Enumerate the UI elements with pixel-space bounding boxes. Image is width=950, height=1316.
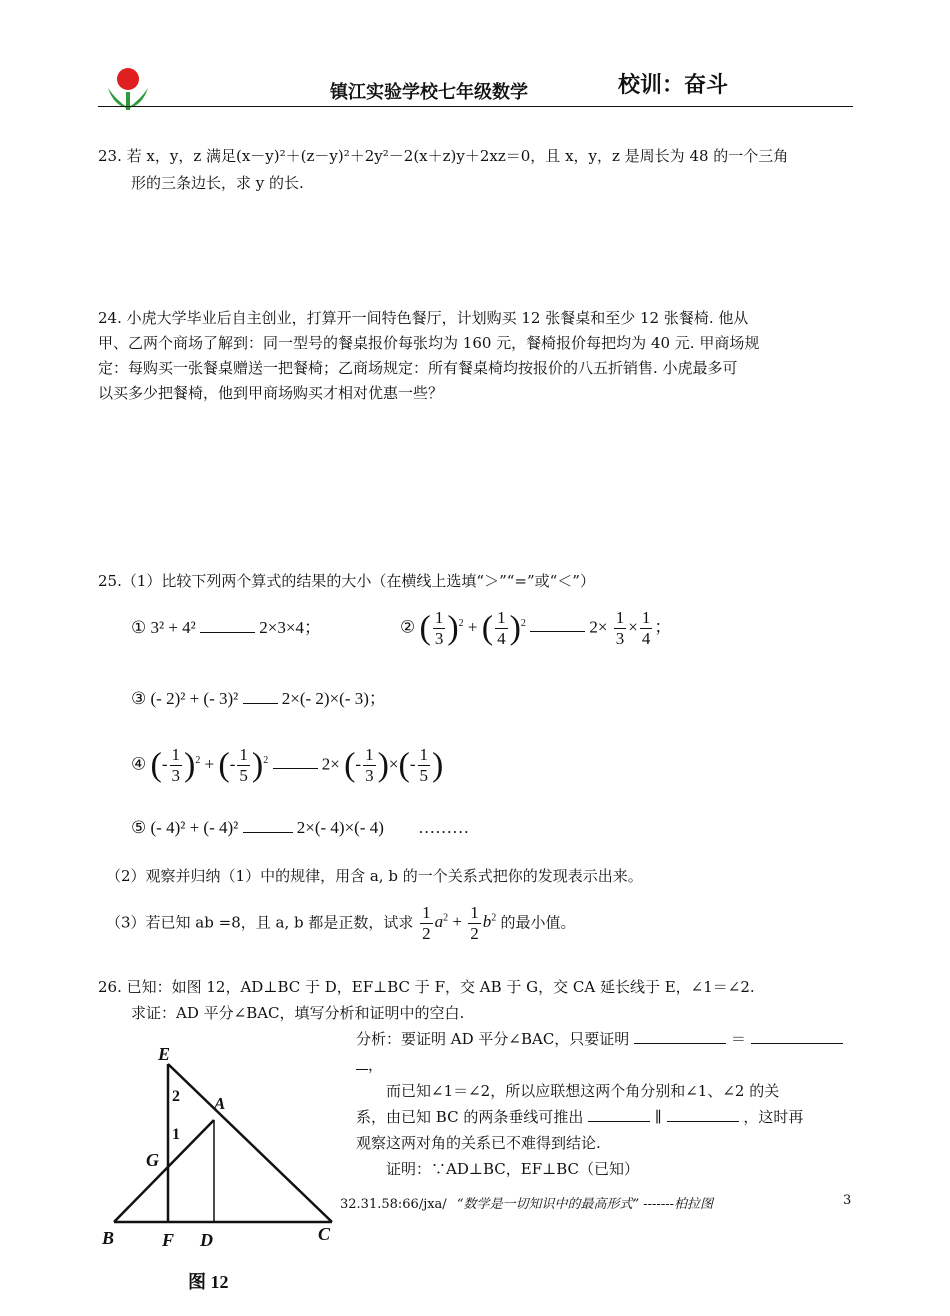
q25-item4: ④ (- $\frac{1}{3}$ )$^2$ + (- $\frac{1}{5}$ )$^2$ 2× (- $\frac{1}{3}$ )×(- $\frac{1}{5}$ ) xyxy=(131,745,444,785)
q26-line2: 求证：AD 平分∠BAC，填写分析和证明中的空白. xyxy=(131,1004,465,1022)
angle-label-2: 2 xyxy=(172,1088,180,1105)
figure-12 xyxy=(96,1040,346,1300)
page-number: 3 xyxy=(843,1193,852,1208)
q24-line1: 24. 小虎大学毕业后自主创业，打算开一间特色餐厅，计划购买 12 张餐桌和至少 12 张餐椅. 他从 xyxy=(98,309,749,327)
answer-blank-3[interactable] xyxy=(243,703,278,704)
q24-line3: 定：每购买一张餐桌赠送一把餐椅；乙商场规定：所有餐桌椅均按报价的八五折销售. 小虎最多可 xyxy=(98,359,738,377)
q26-analysis1: 分析：要证明 AD 平分∠BAC，只要证明 ＝ xyxy=(356,1028,843,1050)
q25-part3: （3）若已知 ab =8，且 a, b 都是正数，试求 $\frac{1}{2}$ $a^2$ + $\frac{1}{2}$ $b^2$ 的最小值。 xyxy=(106,903,576,943)
header-rule xyxy=(98,106,853,107)
analysis-blank-2-cont[interactable] xyxy=(356,1069,368,1070)
label-G: G xyxy=(146,1150,159,1170)
school-motto: 校训：奋斗 xyxy=(618,72,729,98)
analysis-blank-2[interactable] xyxy=(751,1043,843,1044)
answer-blank-4[interactable] xyxy=(273,768,318,769)
label-F: F xyxy=(162,1230,175,1250)
q26-analysis2: 而已知∠1＝∠2，所以应联想这两个角分别和∠1、∠2 的关 xyxy=(386,1082,780,1100)
angle-label-1: 1 xyxy=(172,1126,180,1143)
q25-item1: ① 3² + 4² 2×3×4； xyxy=(131,618,321,637)
label-B: B xyxy=(102,1228,115,1248)
q25-item5: ⑤ (- 4)² + (- 4)² 2×(- 4)×(- 4) ……… xyxy=(131,818,470,837)
label-A: A xyxy=(214,1094,226,1113)
q25-item2: ② ( $\frac{1}{3}$ )$^2$ + ( $\frac{1}{4}$ )$^2$ 2× $\frac{1}{3}$ × $\frac{1}{4}$ ； xyxy=(400,608,672,648)
footer-quote: “数学是一切知识中的最高形式” -------柏拉图 xyxy=(456,1197,714,1212)
parallel-blank-1[interactable] xyxy=(588,1121,650,1122)
triangle-diagram xyxy=(96,1040,346,1300)
q26-line1: 26. 已知：如图 12，AD⊥BC 于 D，EF⊥BC 于 F，交 AB 于 G，交 CA 延长线于 E，∠1＝∠2. xyxy=(98,978,755,996)
q26-analysis1-cont: ， xyxy=(356,1054,383,1076)
analysis-blank-1[interactable] xyxy=(634,1043,726,1044)
label-D: D xyxy=(200,1230,213,1250)
answer-blank-2[interactable] xyxy=(530,631,585,632)
q24-line4: 以买多少把餐椅，他到甲商场购买才相对优惠一些？ xyxy=(98,384,444,402)
q25-intro: 25.（1）比较下列两个算式的结果的大小（在横线上选填“＞”“=”或“＜”） xyxy=(98,572,595,590)
q26-analysis4: 观察这两对角的关系已不难得到结论. xyxy=(356,1134,601,1152)
q26-analysis3: 系，由已知 BC 的两条垂线可推出 ∥ ，这时再 xyxy=(356,1108,804,1126)
school-logo xyxy=(100,66,156,116)
q23-line2: 形的三条边长，求 y 的长. xyxy=(131,174,304,192)
label-C: C xyxy=(318,1224,331,1244)
answer-blank-5[interactable] xyxy=(243,832,293,833)
footer xyxy=(340,1193,713,1212)
figure-caption: 图 12 xyxy=(188,1272,229,1292)
q24-line2: 甲、乙两个商场了解到：同一型号的餐桌报价每张均为 160 元，餐椅报价每把均为 40 元. 甲商场规 xyxy=(98,334,760,352)
q26-proof1: 证明：∵AD⊥BC，EF⊥BC（已知） xyxy=(386,1160,639,1178)
q25-item3: ③ (- 2)² + (- 3)² 2×(- 2)×(- 3)； xyxy=(131,689,386,708)
parallel-blank-2[interactable] xyxy=(667,1121,739,1122)
label-E: E xyxy=(158,1044,171,1064)
footer-url: 32.31.58:66/jxa/ xyxy=(340,1197,447,1212)
q23-line1: 23. 若 x，y，z 满足(x－y)²＋(z－y)²＋2y²－2(x＋z)y＋2xz＝0，且 x，y，z 是周长为 48 的一个三角 xyxy=(98,147,789,165)
q25-part2: （2）观察并归纳（1）中的规律，用含 a, b 的一个关系式把你的发现表示出来。 xyxy=(106,867,643,885)
answer-blank-1[interactable] xyxy=(200,632,255,633)
school-title: 镇江实验学校七年级数学 xyxy=(330,82,528,103)
